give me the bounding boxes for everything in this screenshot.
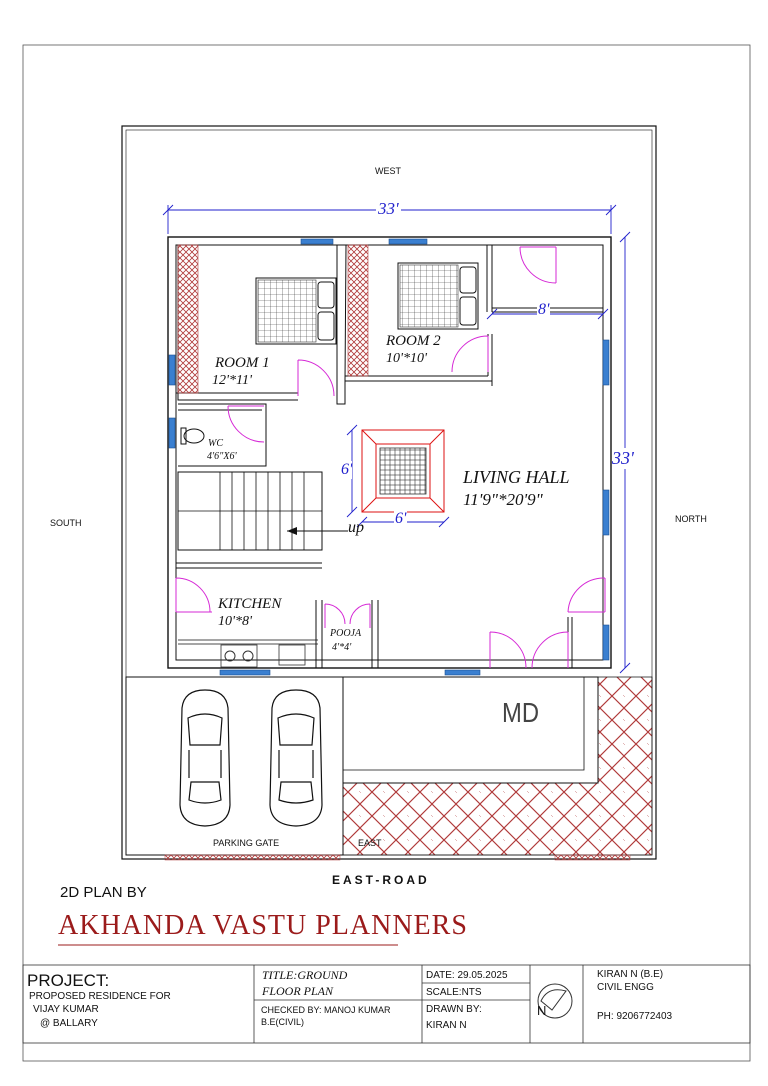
kitchen-name: KITCHEN	[218, 596, 282, 612]
living-size: 11'9"*20'9"	[463, 490, 543, 509]
toilet	[181, 428, 204, 444]
phone: PH: 9206772403	[597, 1011, 673, 1022]
brand-name: AKHANDA VASTU PLANNERS	[58, 910, 468, 941]
bed-room2	[398, 263, 478, 329]
dim-overall-width: 33'	[378, 199, 399, 218]
project-line1: PROPOSED RESIDENCE FOR	[29, 991, 171, 1002]
project-label: PROJECT:	[27, 971, 110, 990]
drawn-by-name: KIRAN N	[426, 1020, 467, 1031]
title-line2: FLOOR PLAN	[262, 984, 334, 998]
plan-by-label: 2D PLAN BY	[60, 884, 147, 901]
label-east: EAST	[358, 838, 382, 848]
dim-passage: 8'	[538, 301, 550, 318]
paved-area	[343, 677, 652, 855]
engineer-role: CIVIL ENGG	[597, 982, 654, 993]
dim-pit-height: 6'	[341, 461, 353, 478]
sheet-border	[23, 45, 750, 1061]
label-west: WEST	[375, 166, 401, 176]
courtyard-pit	[362, 430, 444, 512]
car-2	[270, 690, 322, 826]
room1-size: 12'*11'	[212, 373, 252, 388]
living-name: LIVING HALL	[463, 467, 570, 487]
pooja-name: POOJA	[330, 628, 362, 639]
dim-overall-depth: 33'	[612, 448, 634, 468]
checked-by: CHECKED BY: MANOJ KUMAR	[261, 1005, 391, 1015]
car-1	[180, 690, 230, 826]
wc-name: WC	[208, 438, 223, 449]
gate-hatch	[165, 855, 340, 860]
title-line1: TITLE:GROUND	[262, 968, 348, 982]
parking-area	[126, 677, 343, 855]
label-south: SOUTH	[50, 518, 82, 528]
bed-room1	[256, 278, 336, 344]
stove	[221, 645, 257, 667]
north-letter: N	[537, 1003, 547, 1018]
checked-qual: B.E(CIVIL)	[261, 1017, 305, 1027]
sink	[279, 645, 305, 665]
main-door-label: MD	[502, 697, 540, 728]
room1-name: ROOM 1	[215, 355, 270, 371]
drawn-by-label: DRAWN BY:	[426, 1004, 482, 1015]
parking-gate-label: PARKING GATE	[213, 838, 280, 848]
pooja-size: 4'*4'	[332, 642, 352, 653]
wc-size: 4'6"X6'	[207, 451, 237, 462]
scale: SCALE:NTS	[426, 987, 482, 998]
project-line2: VIJAY KUMAR	[33, 1004, 99, 1015]
label-north: NORTH	[675, 514, 707, 524]
dim-pit-width: 6'	[395, 510, 407, 527]
engineer: KIRAN N (B.E)	[597, 969, 664, 980]
stair-up-label: up	[348, 519, 364, 536]
project-line3: @ BALLARY	[40, 1018, 98, 1029]
date: DATE: 29.05.2025	[426, 970, 508, 981]
room2-size: 10'*10'	[386, 351, 427, 366]
stair-treads	[178, 472, 322, 550]
road-label: EAST-ROAD	[332, 873, 430, 887]
kitchen-size: 10'*8'	[218, 614, 252, 629]
room2-name: ROOM 2	[386, 333, 441, 349]
